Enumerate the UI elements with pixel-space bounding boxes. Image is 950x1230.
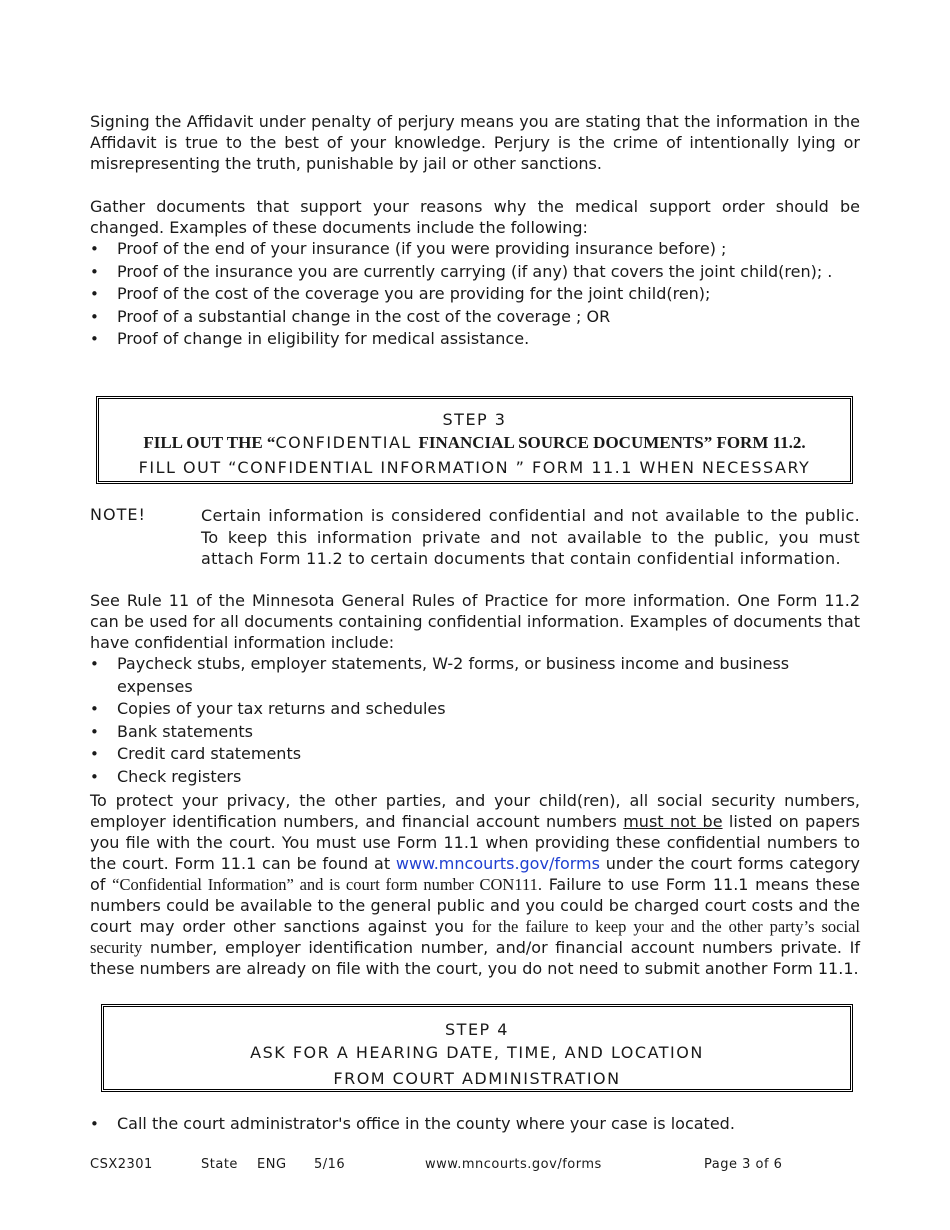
step-4-box (101, 1004, 853, 1092)
note-label: NOTE! (90, 505, 146, 524)
list-item: • Call the court administrator's office in the county where your case is located. (90, 1113, 860, 1136)
step-3-heading: STEP 3 (442, 410, 507, 429)
list-item: • Credit card statements (90, 743, 860, 766)
list-item: • Check registers (90, 766, 860, 789)
rule-11-paragraph: See Rule 11 of the Minnesota General Rules of Practice for more information. One Form 11.2 can be used for all documents containing confidential information. Examples of documents that have confidential information include: (90, 591, 860, 652)
privacy-paragraph: To protect your privacy, the other parties, and your child(ren), all social security numbers, employer identification numbers, and financial account numbers must not be listed on papers you file with the court. You must use Form 11.1 when providing these confidential numbers to the court. Form 11.1 can be found at www.mncourts.gov/forms under the court forms category of “Confidential Information” and is court form number CON111. Failure to use Form 11.1 means these numbers could be available to the general public and you could be charged court costs and the court may order other sanctions against you for the failure to keep your and the other party’s social security number, employer identification number, and/or financial account numbers private. If these numbers are already on file with the court, you do not need to submit another Form 11.1. (90, 791, 861, 978)
note-section (90, 505, 860, 570)
confidential-documents-list (90, 653, 860, 788)
footer-form-id: CSX2301 (90, 1157, 153, 1172)
list-item: • Proof of the cost of the coverage you are providing for the joint child(ren); (90, 283, 860, 306)
mncourts-forms-link[interactable]: www.mncourts.gov/forms (395, 854, 600, 873)
list-item: • Bank statements (90, 721, 860, 744)
footer-state: State (201, 1157, 238, 1172)
step-4-instruction-line-1: ASK FOR A HEARING DATE, TIME, AND LOCATION (250, 1043, 704, 1062)
footer-url: www.mncourts.gov/forms (425, 1157, 602, 1172)
list-item: • Proof of change in eligibility for medical assistance. (90, 328, 860, 351)
perjury-paragraph: Signing the Affidavit under penalty of perjury means you are stating that the information in the Affidavit is true to the best of your knowledge. Perjury is the crime of intentionally lying or misrepresenting the truth, punishable by jail or other sanctions. (90, 112, 860, 173)
step-4-instruction-line-2: FROM COURT ADMINISTRATION (333, 1069, 621, 1088)
list-item: • Proof of the insurance you are currently carrying (if any) that covers the joint child(ren); . (90, 261, 860, 284)
privacy-section (90, 790, 860, 979)
intro-section (90, 111, 860, 351)
step-3-box (96, 396, 853, 484)
list-item: • Paycheck stubs, employer statements, W-2 forms, or business income and business expenses (90, 653, 860, 698)
gather-documents-paragraph: Gather documents that support your reasons why the medical support order should be changed. Examples of these documents include the following: (90, 197, 860, 237)
rule-11-section (90, 590, 860, 788)
page-footer (90, 1157, 860, 1175)
list-item: • Proof of the end of your insurance (if you were providing insurance before) ; (90, 238, 860, 261)
step-3-instruction-form-11-1: FILL OUT “CONFIDENTIAL INFORMATION ” FORM 11.1 WHEN NECESSARY (138, 458, 811, 477)
footer-page-number: Page 3 of 6 (704, 1157, 783, 1172)
note-text: Certain information is considered confidential and not available to the public. To keep this information private and not available to the public, you must attach Form 11.2 to certain documents that contain confidential information. (201, 506, 860, 568)
list-item: • Proof of a substantial change in the cost of the coverage ; OR (90, 306, 860, 329)
step-4-heading: STEP 4 (445, 1020, 509, 1039)
court-admin-list (90, 1113, 860, 1136)
supporting-documents-list (90, 238, 860, 351)
must-not-be-emphasis: must not be (623, 812, 723, 831)
footer-date: 5/16 (314, 1157, 346, 1172)
final-bullet-section (90, 1113, 860, 1136)
step-3-instruction-form-11-2: FILL OUT THE “CONFIDENTIAL FINANCIAL SOURCE DOCUMENTS” FORM 11.2. (143, 433, 806, 452)
list-item: • Copies of your tax returns and schedules (90, 698, 860, 721)
footer-language: ENG (257, 1157, 287, 1172)
